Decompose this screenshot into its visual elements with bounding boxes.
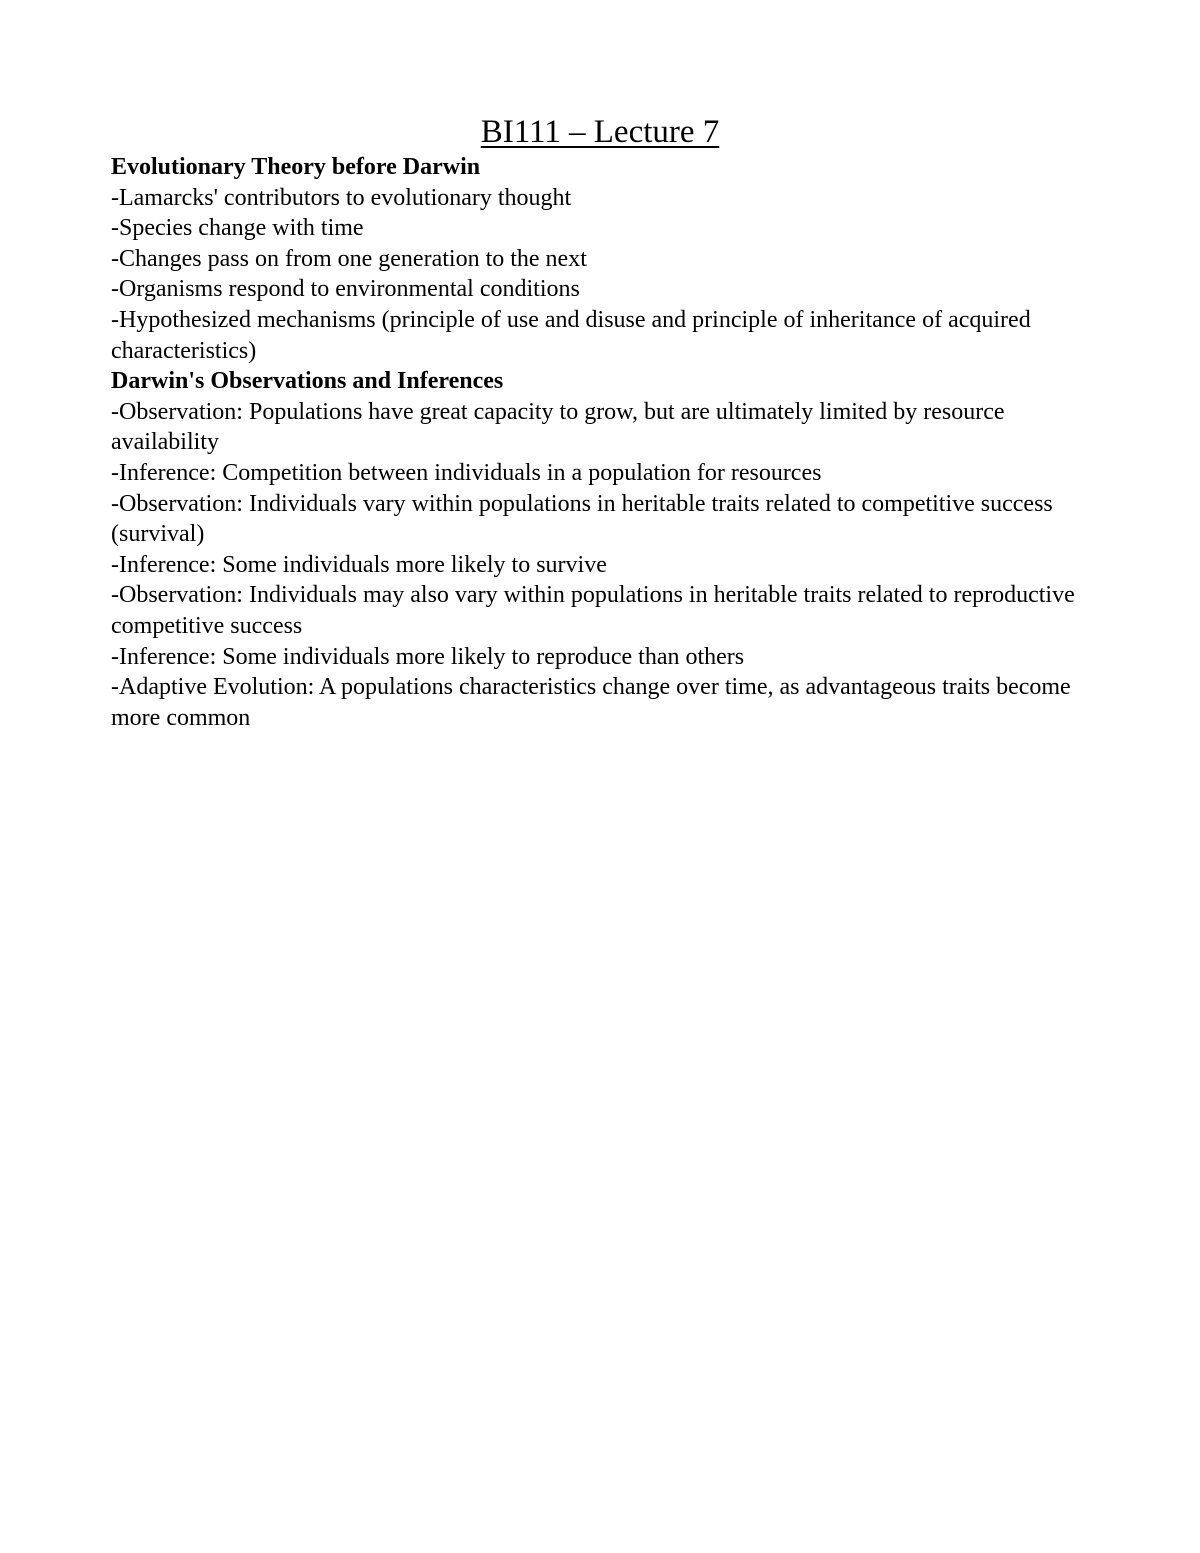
list-item: -Adaptive Evolution: A populations characteristics change over time, as advantageous traits become more common bbox=[111, 674, 1071, 731]
list-item: -Species change with time bbox=[111, 215, 364, 242]
list-item: -Hypothesized mechanisms (principle of use and disuse and principle of inheritance of acquired characteristics) bbox=[111, 306, 1031, 364]
list-item: -Observation: Individuals may also vary within populations in heritable traits related to reproductive competitive success bbox=[111, 582, 1075, 639]
section-heading-darwin-observations: Darwin's Observations and Inferences bbox=[111, 368, 504, 395]
document-body bbox=[111, 152, 1091, 733]
section-heading-pre-darwin: Evolutionary Theory before Darwin bbox=[111, 154, 481, 180]
list-item: -Observation: Populations have great capacity to grow, but are ultimately limited by resource availability bbox=[111, 398, 1005, 456]
list-item: -Organisms respond to environmental conditions bbox=[111, 276, 580, 303]
list-item: -Changes pass on from one generation to the next bbox=[111, 245, 587, 272]
list-item: -Inference: Competition between individuals in a population for resources bbox=[111, 459, 822, 486]
list-item: -Inference: Some individuals more likely to survive bbox=[111, 551, 607, 578]
list-item: -Observation: Individuals vary within populations in heritable traits related to competitive success (survival) bbox=[111, 490, 1053, 548]
document-title: BI111 – Lecture 7 bbox=[480, 114, 720, 150]
list-item: -Lamarcks' contributors to evolutionary thought bbox=[111, 184, 572, 211]
list-item: -Inference: Some individuals more likely to reproduce than others bbox=[111, 643, 745, 670]
